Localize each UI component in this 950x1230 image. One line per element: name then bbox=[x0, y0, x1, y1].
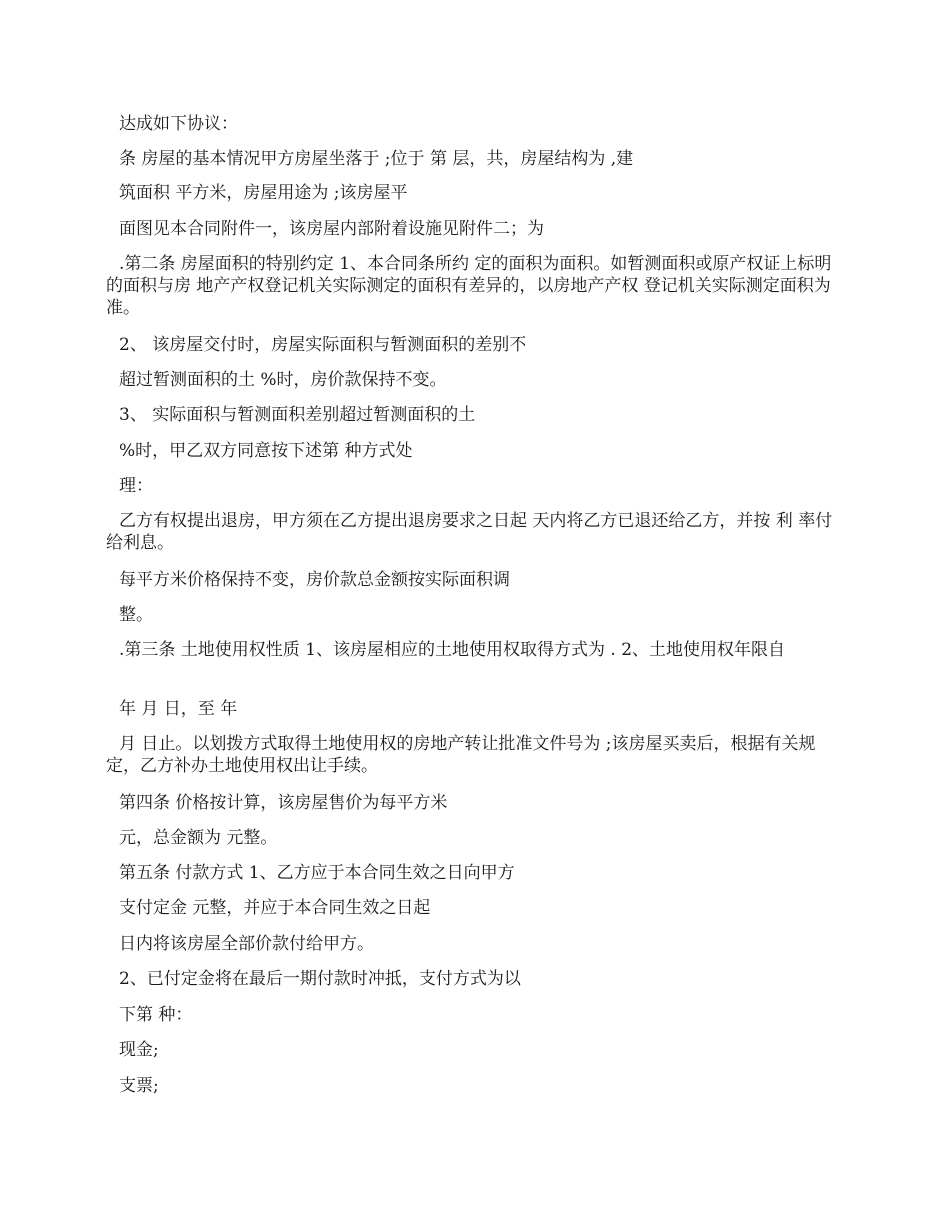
paragraph-18: 元，总金额为 元整。 bbox=[119, 828, 278, 848]
paragraph-12: 每平方米价格保持不变，房价款总金额按实际面积调 bbox=[119, 570, 510, 590]
paragraph-5: .第二条 房屋面积的特别约定 1、本合同条所约 定的面积为面积。如暂测面积或原产权证上标明的面积与房 地产产权登记机关实际测定的面积有差异的，以房地产产权 登记机关实际测定面积为准。 bbox=[106, 254, 832, 318]
paragraph-20: 支付定金 元整，并应于本合同生效之日起 bbox=[119, 898, 431, 918]
paragraph-3: 筑面积 平方米，房屋用途为 ;该房屋平 bbox=[119, 183, 408, 203]
paragraph-10: 理： bbox=[119, 476, 153, 496]
paragraph-9: %时，甲乙双方同意按下述第 种方式处 bbox=[119, 441, 413, 461]
paragraph-23: 下第 种： bbox=[119, 1005, 193, 1025]
paragraph-25: 支票; bbox=[119, 1076, 159, 1096]
paragraph-16: 月 日止。以划拨方式取得土地使用权的房地产转让批准文件号为 ;该房屋买卖后，根据有关规定，乙方补办土地使用权出让手续。 bbox=[106, 734, 816, 776]
paragraph-7: 超过暂测面积的土 %时，房价款保持不变。 bbox=[119, 370, 447, 390]
paragraph-19: 第五条 付款方式 1、乙方应于本合同生效之日向甲方 bbox=[119, 863, 515, 883]
paragraph-2: 条 房屋的基本情况甲方房屋坐落于 ;位于 第 层，共，房屋结构为 ,建 bbox=[119, 149, 634, 169]
paragraph-8: 3、 实际面积与暂测面积差别超过暂测面积的土 bbox=[119, 405, 476, 425]
paragraph-1: 达成如下协议： bbox=[119, 114, 238, 134]
paragraph-4: 面图见本合同附件一，该房屋内部附着设施见附件二；为 bbox=[119, 219, 544, 239]
paragraph-6: 2、 该房屋交付时，房屋实际面积与暂测面积的差别不 bbox=[119, 335, 527, 355]
paragraph-11: 乙方有权提出退房，甲方须在乙方提出退房要求之日起 天内将乙方已退还给乙方，并按 利 率付给利息。 bbox=[106, 511, 833, 553]
paragraph-13: 整。 bbox=[119, 605, 153, 625]
paragraph-22: 2、已付定金将在最后一期付款时冲抵，支付方式为以 bbox=[119, 969, 521, 989]
paragraph-17: 第四条 价格按计算，该房屋售价为每平方米 bbox=[119, 793, 448, 813]
paragraph-14: .第三条 土地使用权性质 1、该房屋相应的土地使用权取得方式为 . 2、土地使用权年限自 bbox=[119, 640, 786, 660]
paragraph-24: 现金; bbox=[119, 1040, 159, 1060]
paragraph-15: 年 月 日，至 年 bbox=[119, 699, 238, 719]
paragraph-21: 日内将该房屋全部价款付给甲方。 bbox=[119, 934, 374, 954]
